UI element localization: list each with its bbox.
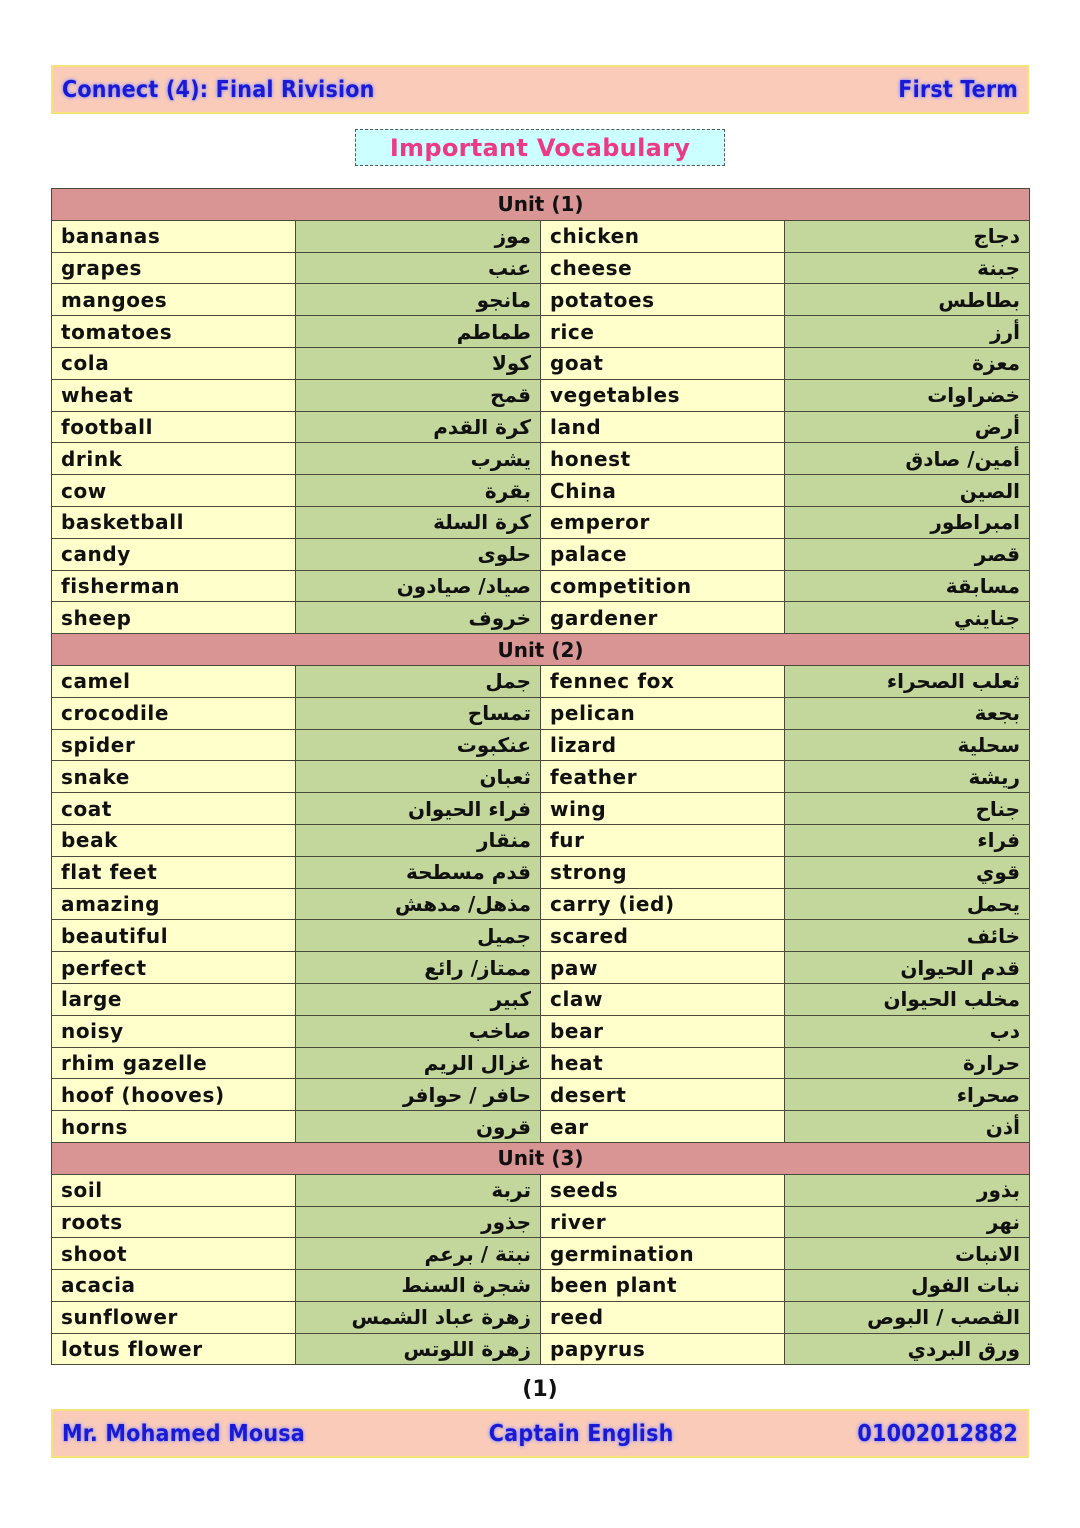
vocab-row [52, 824, 1030, 856]
unit-header-row [52, 189, 1030, 221]
arabic-translation: خروف [296, 602, 541, 634]
arabic-translation: مذهل/ مدهش [296, 888, 541, 920]
vocab-row [52, 1079, 1030, 1111]
vocab-row [52, 888, 1030, 920]
arabic-translation: عنب [296, 252, 541, 284]
vocab-row [52, 1270, 1030, 1302]
vocab-row [52, 347, 1030, 379]
unit-header-row [52, 1142, 1030, 1174]
english-word: heat [541, 1047, 785, 1079]
vocab-row [52, 284, 1030, 316]
arabic-translation: ممتاز/ رائع [296, 952, 541, 984]
english-word: camel [52, 665, 296, 697]
footer-banner [51, 1409, 1029, 1458]
english-word: tomatoes [52, 316, 296, 348]
arabic-translation: أرز [785, 316, 1030, 348]
arabic-translation: زهرة عباد الشمس [296, 1301, 541, 1333]
english-word: soil [52, 1174, 296, 1206]
english-word: sunflower [52, 1301, 296, 1333]
arabic-translation: نبتة / برعم [296, 1238, 541, 1270]
english-word: potatoes [541, 284, 785, 316]
english-word: lotus flower [52, 1333, 296, 1365]
unit-header: Unit (3) [52, 1142, 1030, 1174]
english-word: snake [52, 761, 296, 793]
english-word: carry (ied) [541, 888, 785, 920]
vocab-row [52, 1238, 1030, 1270]
english-word: acacia [52, 1270, 296, 1302]
vocab-row [52, 856, 1030, 888]
arabic-translation: سحلية [785, 729, 1030, 761]
arabic-translation: قصر [785, 538, 1030, 570]
english-word: sheep [52, 602, 296, 634]
vocab-row [52, 1206, 1030, 1238]
arabic-translation: يشرب [296, 443, 541, 475]
arabic-translation: نهر [785, 1206, 1030, 1238]
page-title: Important Vocabulary [389, 133, 691, 162]
english-word: been plant [541, 1270, 785, 1302]
arabic-translation: قرون [296, 1111, 541, 1143]
arabic-translation: كولا [296, 347, 541, 379]
header-term: First Term [898, 76, 1018, 103]
arabic-translation: جنايني [785, 602, 1030, 634]
vocab-row [52, 729, 1030, 761]
arabic-translation: ثعبان [296, 761, 541, 793]
arabic-translation: قدم الحيوان [785, 952, 1030, 984]
vocab-row [52, 920, 1030, 952]
english-word: vegetables [541, 379, 785, 411]
english-word: beak [52, 824, 296, 856]
arabic-translation: عنكبوت [296, 729, 541, 761]
english-word: feather [541, 761, 785, 793]
vocab-row [52, 379, 1030, 411]
english-word: drink [52, 443, 296, 475]
arabic-translation: أمين/ صادق [785, 443, 1030, 475]
arabic-translation: كرة السلة [296, 506, 541, 538]
vocab-row [52, 443, 1030, 475]
unit-header: Unit (2) [52, 634, 1030, 666]
vocab-row [52, 538, 1030, 570]
english-word: wing [541, 793, 785, 825]
english-word: chicken [541, 220, 785, 252]
english-word: papyrus [541, 1333, 785, 1365]
arabic-translation: فراء الحيوان [296, 793, 541, 825]
unit-header: Unit (1) [52, 189, 1030, 221]
arabic-translation: نبات الفول [785, 1270, 1030, 1302]
arabic-translation: الانبات [785, 1238, 1030, 1270]
english-word: fisherman [52, 570, 296, 602]
vocabulary-table [51, 188, 1030, 1365]
arabic-translation: تمساح [296, 697, 541, 729]
arabic-translation: أرض [785, 411, 1030, 443]
english-word: beautiful [52, 920, 296, 952]
page-number: (1) [522, 1377, 558, 1402]
arabic-translation: بقرة [296, 475, 541, 507]
arabic-translation: أذن [785, 1111, 1030, 1143]
english-word: bear [541, 1015, 785, 1047]
vocab-row [52, 316, 1030, 348]
english-word: spider [52, 729, 296, 761]
arabic-translation: قمح [296, 379, 541, 411]
arabic-translation: غزال الريم [296, 1047, 541, 1079]
english-word: cow [52, 475, 296, 507]
arabic-translation: جذور [296, 1206, 541, 1238]
english-word: coat [52, 793, 296, 825]
english-word: bananas [52, 220, 296, 252]
arabic-translation: طماطم [296, 316, 541, 348]
arabic-translation: معزة [785, 347, 1030, 379]
unit-header-row [52, 634, 1030, 666]
english-word: flat feet [52, 856, 296, 888]
vocab-row [52, 983, 1030, 1015]
english-word: land [541, 411, 785, 443]
arabic-translation: دب [785, 1015, 1030, 1047]
english-word: grapes [52, 252, 296, 284]
arabic-translation: حرارة [785, 1047, 1030, 1079]
english-word: rhim gazelle [52, 1047, 296, 1079]
arabic-translation: مسابقة [785, 570, 1030, 602]
english-word: emperor [541, 506, 785, 538]
vocab-row [52, 697, 1030, 729]
arabic-translation: صحراء [785, 1079, 1030, 1111]
arabic-translation: شجرة السنط [296, 1270, 541, 1302]
arabic-translation: الصين [785, 475, 1030, 507]
footer-brand: Captain English [488, 1420, 674, 1447]
vocab-row [52, 570, 1030, 602]
footer-phone: 01002012882 [857, 1420, 1018, 1447]
english-word: strong [541, 856, 785, 888]
arabic-translation: دجاج [785, 220, 1030, 252]
arabic-translation: بذور [785, 1174, 1030, 1206]
arabic-translation: فراء [785, 824, 1030, 856]
english-word: pelican [541, 697, 785, 729]
vocab-row [52, 665, 1030, 697]
header-course-title: Connect (4): Final Rivision [62, 76, 375, 103]
arabic-translation: بجعة [785, 697, 1030, 729]
vocab-row [52, 1333, 1030, 1365]
arabic-translation: امبراطور [785, 506, 1030, 538]
arabic-translation: جمل [296, 665, 541, 697]
vocab-row [52, 252, 1030, 284]
arabic-translation: بطاطس [785, 284, 1030, 316]
english-word: fennec fox [541, 665, 785, 697]
english-word: noisy [52, 1015, 296, 1047]
english-word: goat [541, 347, 785, 379]
arabic-translation: قدم مسطحة [296, 856, 541, 888]
vocab-row [52, 602, 1030, 634]
arabic-translation: خائف [785, 920, 1030, 952]
arabic-translation: قوي [785, 856, 1030, 888]
arabic-translation: زهرة اللوتس [296, 1333, 541, 1365]
english-word: horns [52, 1111, 296, 1143]
footer-teacher-name: Mr. Mohamed Mousa [62, 1420, 305, 1447]
english-word: germination [541, 1238, 785, 1270]
vocab-row [52, 1174, 1030, 1206]
english-word: gardener [541, 602, 785, 634]
vocab-row [52, 475, 1030, 507]
arabic-translation: حافر / حوافر [296, 1079, 541, 1111]
arabic-translation: ورق البردي [785, 1333, 1030, 1365]
arabic-translation: كبير [296, 983, 541, 1015]
english-word: fur [541, 824, 785, 856]
english-word: river [541, 1206, 785, 1238]
vocab-row [52, 411, 1030, 443]
arabic-translation: جميل [296, 920, 541, 952]
vocab-row [52, 220, 1030, 252]
arabic-translation: خضراوات [785, 379, 1030, 411]
english-word: football [52, 411, 296, 443]
arabic-translation: القصب / البوص [785, 1301, 1030, 1333]
english-word: China [541, 475, 785, 507]
arabic-translation: ثعلب الصحراء [785, 665, 1030, 697]
vocab-row [52, 761, 1030, 793]
arabic-translation: موز [296, 220, 541, 252]
english-word: roots [52, 1206, 296, 1238]
english-word: candy [52, 538, 296, 570]
arabic-translation: صياد/ صيادون [296, 570, 541, 602]
english-word: competition [541, 570, 785, 602]
vocab-row [52, 1301, 1030, 1333]
arabic-translation: صاخب [296, 1015, 541, 1047]
header-banner [51, 65, 1029, 114]
english-word: reed [541, 1301, 785, 1333]
english-word: ear [541, 1111, 785, 1143]
english-word: palace [541, 538, 785, 570]
vocab-row [52, 952, 1030, 984]
english-word: perfect [52, 952, 296, 984]
arabic-translation: جبنة [785, 252, 1030, 284]
english-word: shoot [52, 1238, 296, 1270]
english-word: cheese [541, 252, 785, 284]
english-word: honest [541, 443, 785, 475]
arabic-translation: منقار [296, 824, 541, 856]
page-title-box [355, 129, 725, 166]
arabic-translation: ريشة [785, 761, 1030, 793]
arabic-translation: تربة [296, 1174, 541, 1206]
arabic-translation: جناح [785, 793, 1030, 825]
vocab-row [52, 793, 1030, 825]
vocab-row [52, 1047, 1030, 1079]
english-word: cola [52, 347, 296, 379]
english-word: desert [541, 1079, 785, 1111]
english-word: hoof (hooves) [52, 1079, 296, 1111]
arabic-translation: حلوى [296, 538, 541, 570]
vocab-row [52, 1111, 1030, 1143]
english-word: claw [541, 983, 785, 1015]
english-word: seeds [541, 1174, 785, 1206]
english-word: rice [541, 316, 785, 348]
english-word: basketball [52, 506, 296, 538]
english-word: wheat [52, 379, 296, 411]
english-word: paw [541, 952, 785, 984]
english-word: scared [541, 920, 785, 952]
arabic-translation: مانجو [296, 284, 541, 316]
arabic-translation: يحمل [785, 888, 1030, 920]
vocab-row [52, 1015, 1030, 1047]
english-word: amazing [52, 888, 296, 920]
arabic-translation: مخلب الحيوان [785, 983, 1030, 1015]
english-word: lizard [541, 729, 785, 761]
english-word: crocodile [52, 697, 296, 729]
english-word: large [52, 983, 296, 1015]
english-word: mangoes [52, 284, 296, 316]
vocab-row [52, 506, 1030, 538]
arabic-translation: كرة القدم [296, 411, 541, 443]
